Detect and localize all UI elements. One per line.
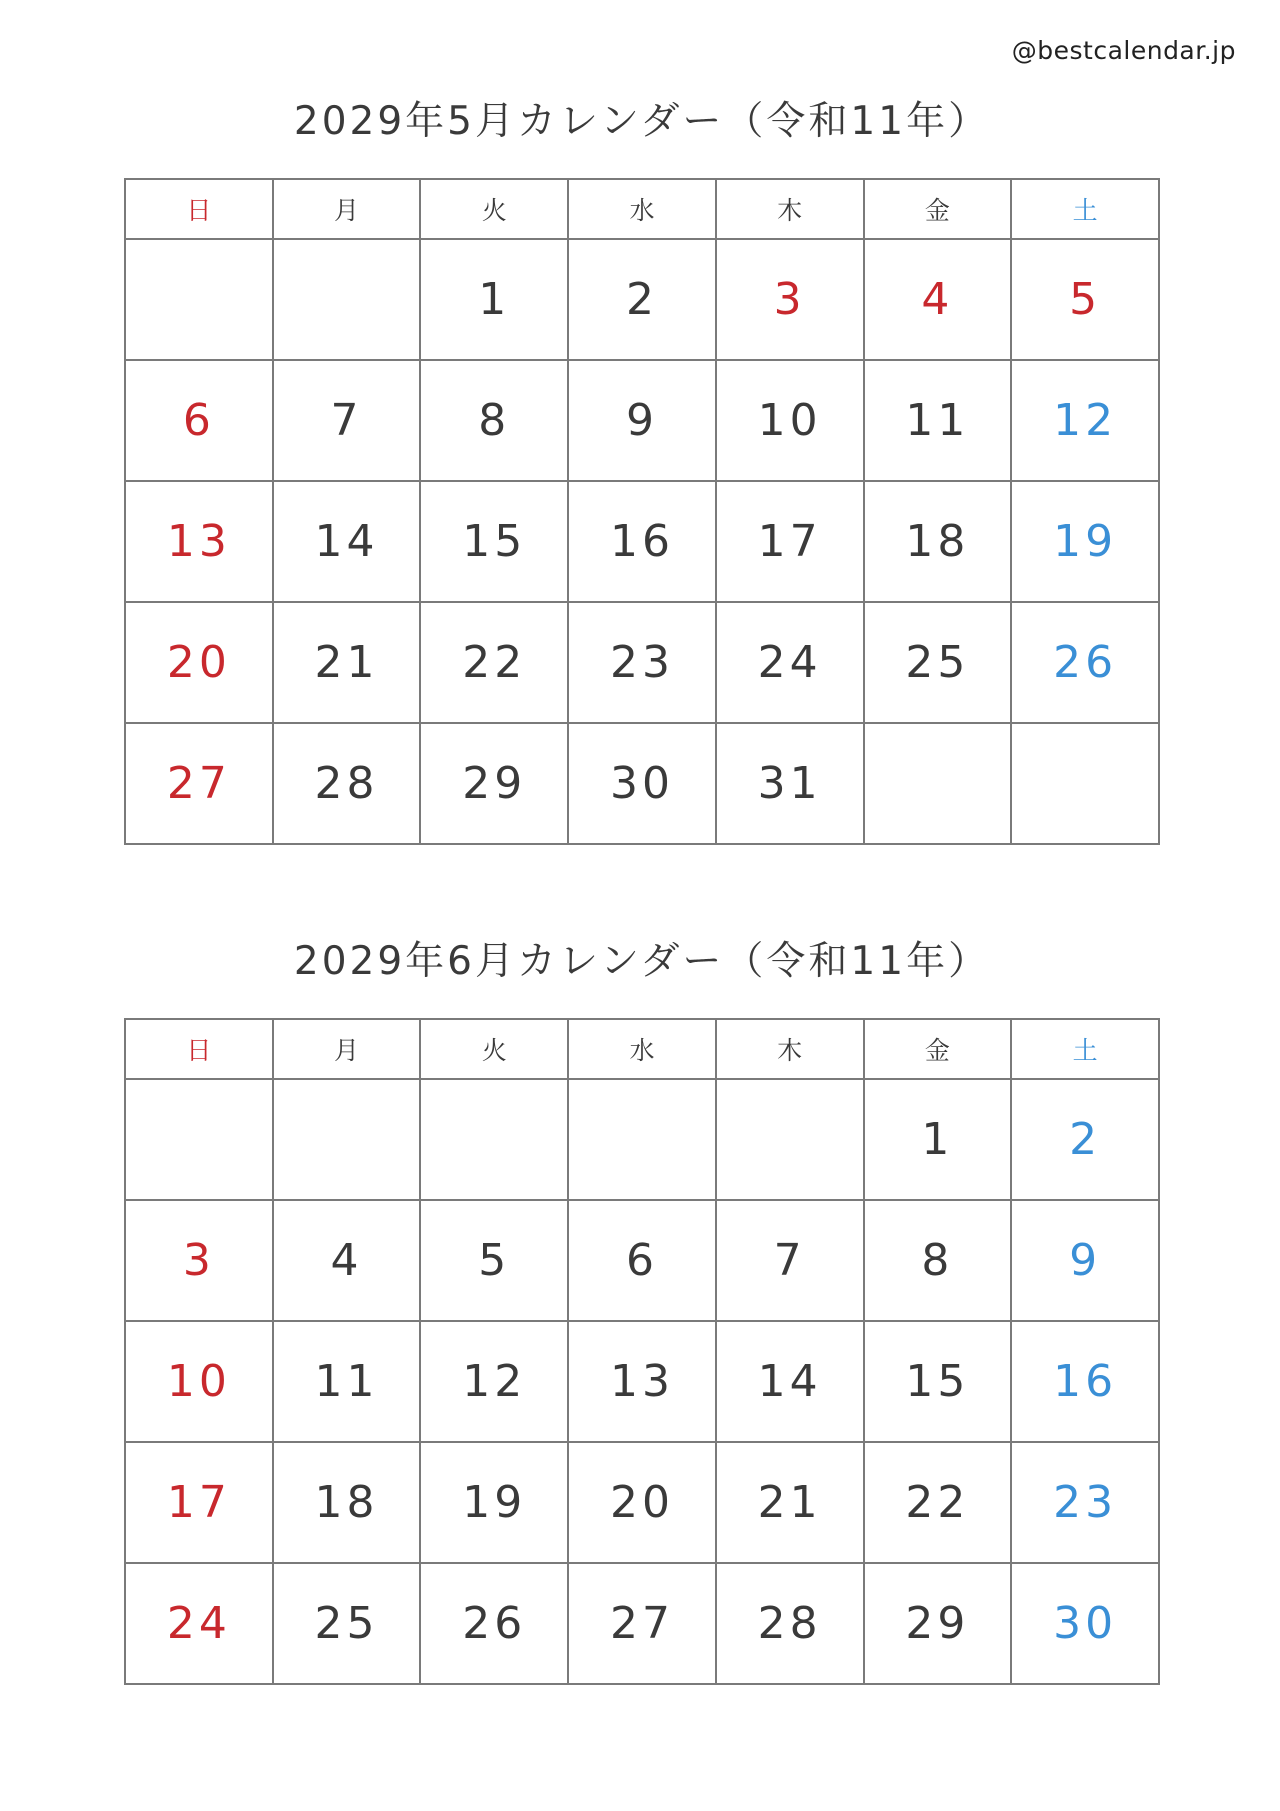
week-row [125, 481, 1159, 602]
day-cell: 22 [420, 602, 568, 723]
day-cell [568, 1079, 716, 1200]
day-cell: 7 [716, 1200, 864, 1321]
day-cell: 1 [864, 1079, 1012, 1200]
day-cell: 25 [864, 602, 1012, 723]
day-cell: 3 [716, 239, 864, 360]
day-cell: 29 [420, 723, 568, 844]
day-cell: 17 [716, 481, 864, 602]
weekday-wednesday: 水 [568, 1019, 716, 1079]
day-cell: 6 [125, 360, 273, 481]
month-calendar-may [124, 92, 1160, 845]
day-cell: 21 [716, 1442, 864, 1563]
day-cell: 11 [273, 1321, 421, 1442]
day-cell: 24 [125, 1563, 273, 1684]
day-cell: 2 [568, 239, 716, 360]
day-cell [716, 1079, 864, 1200]
week-row [125, 1563, 1159, 1684]
day-cell: 15 [420, 481, 568, 602]
week-row [125, 723, 1159, 844]
day-cell: 16 [1011, 1321, 1159, 1442]
weekday-sunday: 日 [125, 179, 273, 239]
week-row [125, 1442, 1159, 1563]
day-cell: 16 [568, 481, 716, 602]
weekday-saturday: 土 [1011, 1019, 1159, 1079]
week-row [125, 1200, 1159, 1321]
day-cell: 27 [125, 723, 273, 844]
day-cell: 23 [568, 602, 716, 723]
day-cell [273, 239, 421, 360]
day-cell: 9 [568, 360, 716, 481]
weekday-tuesday: 火 [420, 1019, 568, 1079]
day-cell: 18 [864, 481, 1012, 602]
day-cell: 20 [568, 1442, 716, 1563]
weekday-monday: 月 [273, 179, 421, 239]
day-cell: 6 [568, 1200, 716, 1321]
weekday-tuesday: 火 [420, 179, 568, 239]
day-cell: 19 [420, 1442, 568, 1563]
day-cell: 14 [273, 481, 421, 602]
calendar-grid [124, 1018, 1160, 1685]
day-cell [125, 239, 273, 360]
week-row [125, 1079, 1159, 1200]
week-row [125, 239, 1159, 360]
month-title: 2029年6月カレンダー（令和11年） [293, 939, 991, 984]
day-cell: 17 [125, 1442, 273, 1563]
day-cell: 8 [864, 1200, 1012, 1321]
weekday-wednesday: 水 [568, 179, 716, 239]
day-cell [1011, 723, 1159, 844]
month-title: 2029年5月カレンダー（令和11年） [293, 99, 991, 144]
day-cell: 24 [716, 602, 864, 723]
day-cell: 23 [1011, 1442, 1159, 1563]
day-cell: 1 [420, 239, 568, 360]
day-cell: 4 [273, 1200, 421, 1321]
weekday-saturday: 土 [1011, 179, 1159, 239]
day-cell: 21 [273, 602, 421, 723]
day-cell: 30 [568, 723, 716, 844]
day-cell: 22 [864, 1442, 1012, 1563]
day-cell: 15 [864, 1321, 1012, 1442]
weekday-friday: 金 [864, 1019, 1012, 1079]
day-cell: 25 [273, 1563, 421, 1684]
day-cell: 27 [568, 1563, 716, 1684]
day-cell: 26 [1011, 602, 1159, 723]
weekday-monday: 月 [273, 1019, 421, 1079]
weekday-thursday: 木 [716, 179, 864, 239]
day-cell: 7 [273, 360, 421, 481]
site-watermark: @bestcalendar.jp [1011, 36, 1236, 65]
day-cell: 12 [420, 1321, 568, 1442]
weekday-header-row [125, 1019, 1159, 1079]
day-cell: 12 [1011, 360, 1159, 481]
day-cell: 5 [420, 1200, 568, 1321]
day-cell: 20 [125, 602, 273, 723]
day-cell: 18 [273, 1442, 421, 1563]
day-cell: 30 [1011, 1563, 1159, 1684]
week-row [125, 360, 1159, 481]
week-row [125, 602, 1159, 723]
day-cell: 10 [125, 1321, 273, 1442]
weekday-friday: 金 [864, 179, 1012, 239]
day-cell: 5 [1011, 239, 1159, 360]
day-cell: 9 [1011, 1200, 1159, 1321]
day-cell: 13 [125, 481, 273, 602]
calendar-grid [124, 178, 1160, 845]
day-cell: 11 [864, 360, 1012, 481]
day-cell [864, 723, 1012, 844]
day-cell: 29 [864, 1563, 1012, 1684]
week-row [125, 1321, 1159, 1442]
day-cell [420, 1079, 568, 1200]
day-cell: 2 [1011, 1079, 1159, 1200]
day-cell: 28 [273, 723, 421, 844]
month-calendar-june [124, 932, 1160, 1685]
day-cell: 8 [420, 360, 568, 481]
day-cell: 19 [1011, 481, 1159, 602]
weekday-sunday: 日 [125, 1019, 273, 1079]
day-cell: 10 [716, 360, 864, 481]
day-cell: 4 [864, 239, 1012, 360]
day-cell: 26 [420, 1563, 568, 1684]
day-cell: 13 [568, 1321, 716, 1442]
day-cell: 14 [716, 1321, 864, 1442]
day-cell: 31 [716, 723, 864, 844]
weekday-header-row [125, 179, 1159, 239]
day-cell [273, 1079, 421, 1200]
day-cell: 28 [716, 1563, 864, 1684]
weekday-thursday: 木 [716, 1019, 864, 1079]
day-cell [125, 1079, 273, 1200]
day-cell: 3 [125, 1200, 273, 1321]
